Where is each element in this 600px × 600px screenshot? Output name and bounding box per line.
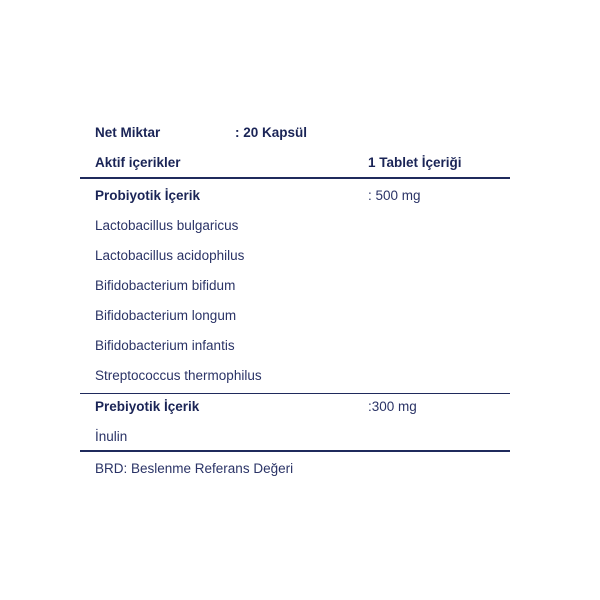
list-item [80, 306, 510, 326]
ingredient-name: Bifidobacterium infantis [95, 338, 235, 353]
list-item [80, 276, 510, 296]
net-amount-label: Net Miktar [95, 125, 161, 140]
table-header-row [80, 153, 510, 173]
ingredient-name: Bifidobacterium bifidum [95, 278, 236, 293]
probiotic-amount: : 500 mg [368, 188, 421, 203]
net-amount-row [80, 123, 510, 143]
footnote-row [80, 459, 510, 479]
footnote: BRD: Beslenme Referans Değeri [95, 461, 294, 476]
ingredient-name: Streptococcus thermophilus [95, 368, 262, 383]
prebiotic-section-row [80, 397, 510, 417]
supplement-facts-panel [80, 0, 510, 600]
probiotic-section-row [80, 186, 510, 206]
prebiotic-amount: :300 mg [368, 399, 417, 414]
ingredient-name: Lactobacillus acidophilus [95, 248, 245, 263]
ingredient-name: Bifidobacterium longum [95, 308, 237, 323]
ingredient-name: Lactobacillus bulgaricus [95, 218, 239, 233]
list-item [80, 216, 510, 236]
net-amount-value: : 20 Kapsül [235, 125, 308, 140]
header-divider [80, 177, 510, 179]
prebiotic-title: Prebiyotik İçerik [95, 399, 200, 414]
footer-divider [80, 450, 510, 452]
list-item [80, 366, 510, 386]
probiotic-title: Probiyotik İçerik [95, 188, 201, 203]
section-divider [80, 393, 510, 394]
list-item [80, 336, 510, 356]
list-item [80, 246, 510, 266]
active-ingredients-header: Aktif içerikler [95, 155, 181, 170]
list-item [80, 427, 510, 447]
ingredient-name: İnulin [95, 429, 128, 444]
per-tablet-header: 1 Tablet İçeriği [368, 155, 462, 170]
